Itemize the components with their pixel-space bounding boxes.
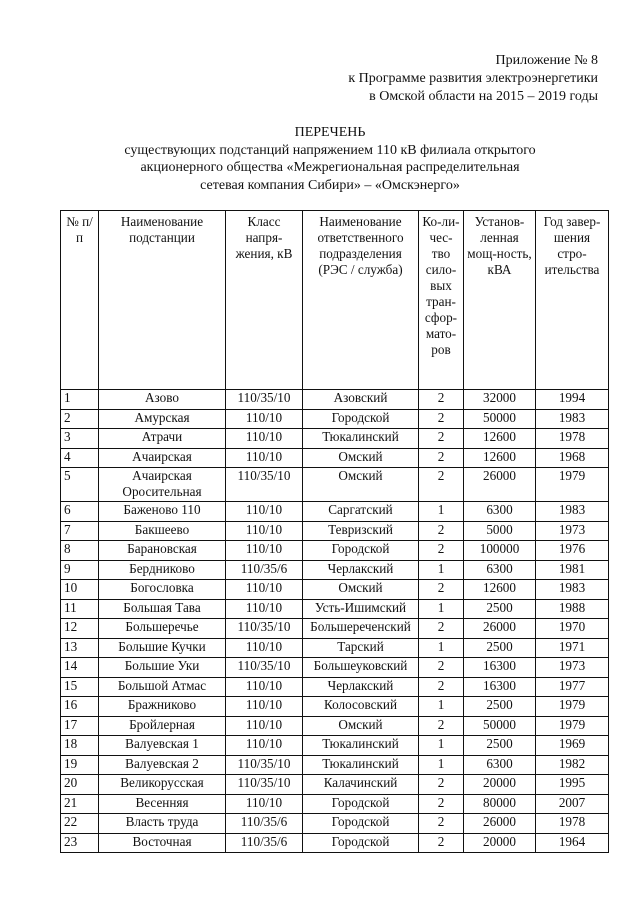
cell-substation-name: Восточная xyxy=(99,833,226,853)
cell-number: 8 xyxy=(61,541,99,561)
table-row xyxy=(61,697,609,717)
table-row xyxy=(61,390,609,410)
cell-responsible-unit: Городской xyxy=(303,794,419,814)
table-row xyxy=(61,638,609,658)
cell-completion-year: 1983 xyxy=(536,580,609,600)
cell-completion-year: 2007 xyxy=(536,794,609,814)
cell-substation-name: Большие Уки xyxy=(99,658,226,678)
cell-number: 21 xyxy=(61,794,99,814)
cell-voltage-class: 110/10 xyxy=(226,429,303,449)
cell-transformer-count: 2 xyxy=(419,794,464,814)
cell-installed-capacity: 80000 xyxy=(464,794,536,814)
table-row xyxy=(61,502,609,522)
cell-installed-capacity: 6300 xyxy=(464,502,536,522)
cell-transformer-count: 2 xyxy=(419,390,464,410)
table-row xyxy=(61,736,609,756)
cell-voltage-class: 110/10 xyxy=(226,638,303,658)
table-row xyxy=(61,755,609,775)
cell-completion-year: 1973 xyxy=(536,658,609,678)
cell-voltage-class: 110/10 xyxy=(226,677,303,697)
cell-installed-capacity: 16300 xyxy=(464,677,536,697)
cell-installed-capacity: 2500 xyxy=(464,638,536,658)
cell-installed-capacity: 26000 xyxy=(464,619,536,639)
appendix-line-3: в Омской области на 2015 – 2019 годы xyxy=(369,89,598,104)
cell-voltage-class: 110/10 xyxy=(226,599,303,619)
cell-voltage-class: 110/10 xyxy=(226,448,303,468)
cell-installed-capacity: 50000 xyxy=(464,716,536,736)
cell-substation-name: Валуевская 2 xyxy=(99,755,226,775)
cell-completion-year: 1968 xyxy=(536,448,609,468)
cell-transformer-count: 1 xyxy=(419,599,464,619)
cell-voltage-class: 110/35/6 xyxy=(226,833,303,853)
cell-substation-name: Валуевская 1 xyxy=(99,736,226,756)
cell-voltage-class: 110/10 xyxy=(226,409,303,429)
cell-installed-capacity: 26000 xyxy=(464,814,536,834)
table-row xyxy=(61,794,609,814)
cell-substation-name: Бердниково xyxy=(99,560,226,580)
header-number: № п/п xyxy=(61,211,99,390)
cell-responsible-unit: Омский xyxy=(303,716,419,736)
cell-transformer-count: 2 xyxy=(419,429,464,449)
cell-transformer-count: 2 xyxy=(419,814,464,834)
title-heading: ПЕРЕЧЕНЬ xyxy=(294,125,366,140)
cell-number: 15 xyxy=(61,677,99,697)
cell-voltage-class: 110/10 xyxy=(226,716,303,736)
cell-completion-year: 1969 xyxy=(536,736,609,756)
cell-transformer-count: 1 xyxy=(419,697,464,717)
cell-completion-year: 1988 xyxy=(536,599,609,619)
cell-voltage-class: 110/35/10 xyxy=(226,755,303,775)
cell-transformer-count: 2 xyxy=(419,521,464,541)
cell-installed-capacity: 20000 xyxy=(464,775,536,795)
header-transformer-count: Ко-ли-чес-тво сило-вых тран-сфор-мато-ров xyxy=(419,211,464,390)
cell-voltage-class: 110/35/10 xyxy=(226,619,303,639)
substations-table xyxy=(60,210,609,853)
cell-voltage-class: 110/35/10 xyxy=(226,658,303,678)
cell-number: 6 xyxy=(61,502,99,522)
cell-substation-name: Бражниково xyxy=(99,697,226,717)
cell-substation-name: Ачаирская xyxy=(99,448,226,468)
cell-completion-year: 1973 xyxy=(536,521,609,541)
table-row xyxy=(61,541,609,561)
cell-responsible-unit: Омский xyxy=(303,468,419,502)
cell-voltage-class: 110/10 xyxy=(226,541,303,561)
cell-installed-capacity: 2500 xyxy=(464,736,536,756)
cell-substation-name: Амурская xyxy=(99,409,226,429)
cell-voltage-class: 110/10 xyxy=(226,736,303,756)
table-row xyxy=(61,775,609,795)
cell-number: 10 xyxy=(61,580,99,600)
table-body xyxy=(61,390,609,853)
table-row xyxy=(61,468,609,502)
cell-transformer-count: 2 xyxy=(419,580,464,600)
cell-number: 7 xyxy=(61,521,99,541)
header-responsible-unit: Наименование ответственного подразделения (РЭС / служба) xyxy=(303,211,419,390)
cell-responsible-unit: Черлакский xyxy=(303,677,419,697)
cell-number: 11 xyxy=(61,599,99,619)
header-installed-capacity: Установ-ленная мощ-ность, кВА xyxy=(464,211,536,390)
cell-substation-name: Баженово 110 xyxy=(99,502,226,522)
cell-completion-year: 1983 xyxy=(536,409,609,429)
cell-transformer-count: 2 xyxy=(419,716,464,736)
table-header-row xyxy=(61,211,609,390)
table-row xyxy=(61,560,609,580)
cell-responsible-unit: Городской xyxy=(303,833,419,853)
cell-substation-name: Богословка xyxy=(99,580,226,600)
cell-installed-capacity: 26000 xyxy=(464,468,536,502)
cell-responsible-unit: Городской xyxy=(303,409,419,429)
cell-substation-name: Большеречье xyxy=(99,619,226,639)
cell-transformer-count: 1 xyxy=(419,638,464,658)
table-row xyxy=(61,448,609,468)
cell-number: 18 xyxy=(61,736,99,756)
cell-substation-name: Великорусская xyxy=(99,775,226,795)
cell-completion-year: 1964 xyxy=(536,833,609,853)
cell-number: 12 xyxy=(61,619,99,639)
cell-completion-year: 1970 xyxy=(536,619,609,639)
cell-substation-name: Большой Атмас xyxy=(99,677,226,697)
cell-transformer-count: 2 xyxy=(419,409,464,429)
cell-number: 14 xyxy=(61,658,99,678)
cell-transformer-count: 2 xyxy=(419,619,464,639)
cell-responsible-unit: Омский xyxy=(303,448,419,468)
table-row xyxy=(61,580,609,600)
cell-installed-capacity: 5000 xyxy=(464,521,536,541)
cell-completion-year: 1995 xyxy=(536,775,609,795)
cell-responsible-unit: Тюкалинский xyxy=(303,755,419,775)
cell-number: 22 xyxy=(61,814,99,834)
cell-responsible-unit: Тюкалинский xyxy=(303,736,419,756)
cell-responsible-unit: Калачинский xyxy=(303,775,419,795)
title-line-1: существующих подстанций напряжением 110 кВ филиала открытого xyxy=(124,142,536,158)
table-row xyxy=(61,429,609,449)
cell-responsible-unit: Тевризский xyxy=(303,521,419,541)
header-substation-name: Наименование подстанции xyxy=(99,211,226,390)
cell-installed-capacity: 6300 xyxy=(464,560,536,580)
cell-responsible-unit: Омский xyxy=(303,580,419,600)
title-line-2: акционерного общества «Межрегиональная распределительная xyxy=(140,160,520,175)
cell-number: 20 xyxy=(61,775,99,795)
cell-responsible-unit: Тарский xyxy=(303,638,419,658)
cell-completion-year: 1977 xyxy=(536,677,609,697)
appendix-line-1: Приложение № 8 xyxy=(495,53,598,68)
cell-voltage-class: 110/35/10 xyxy=(226,775,303,795)
document-title xyxy=(60,124,600,194)
cell-transformer-count: 2 xyxy=(419,541,464,561)
cell-completion-year: 1994 xyxy=(536,390,609,410)
header-voltage-class: Класс напря-жения, кВ xyxy=(226,211,303,390)
cell-completion-year: 1983 xyxy=(536,502,609,522)
cell-voltage-class: 110/10 xyxy=(226,521,303,541)
cell-voltage-class: 110/35/6 xyxy=(226,814,303,834)
cell-voltage-class: 110/10 xyxy=(226,794,303,814)
cell-substation-name: Барановская xyxy=(99,541,226,561)
table-row xyxy=(61,599,609,619)
cell-voltage-class: 110/10 xyxy=(226,580,303,600)
cell-number: 9 xyxy=(61,560,99,580)
cell-installed-capacity: 2500 xyxy=(464,697,536,717)
cell-responsible-unit: Черлакский xyxy=(303,560,419,580)
cell-number: 13 xyxy=(61,638,99,658)
cell-substation-name: Бакшеево xyxy=(99,521,226,541)
cell-number: 1 xyxy=(61,390,99,410)
cell-installed-capacity: 6300 xyxy=(464,755,536,775)
cell-completion-year: 1978 xyxy=(536,814,609,834)
cell-substation-name: Азово xyxy=(99,390,226,410)
cell-transformer-count: 2 xyxy=(419,833,464,853)
cell-transformer-count: 1 xyxy=(419,560,464,580)
cell-number: 4 xyxy=(61,448,99,468)
cell-installed-capacity: 32000 xyxy=(464,390,536,410)
cell-completion-year: 1979 xyxy=(536,697,609,717)
table-row xyxy=(61,521,609,541)
cell-substation-name: Ачаирская Оросительная xyxy=(99,468,226,502)
cell-responsible-unit: Тюкалинский xyxy=(303,429,419,449)
cell-responsible-unit: Саргатский xyxy=(303,502,419,522)
cell-voltage-class: 110/35/6 xyxy=(226,560,303,580)
cell-number: 3 xyxy=(61,429,99,449)
cell-substation-name: Атрачи xyxy=(99,429,226,449)
cell-voltage-class: 110/10 xyxy=(226,697,303,717)
cell-responsible-unit: Городской xyxy=(303,814,419,834)
cell-transformer-count: 2 xyxy=(419,468,464,502)
cell-completion-year: 1981 xyxy=(536,560,609,580)
cell-installed-capacity: 100000 xyxy=(464,541,536,561)
cell-responsible-unit: Городской xyxy=(303,541,419,561)
cell-number: 19 xyxy=(61,755,99,775)
table-row xyxy=(61,833,609,853)
cell-installed-capacity: 12600 xyxy=(464,580,536,600)
table-row xyxy=(61,677,609,697)
cell-installed-capacity: 20000 xyxy=(464,833,536,853)
table-row xyxy=(61,716,609,736)
header-completion-year: Год завер-шения стро-ительства xyxy=(536,211,609,390)
cell-transformer-count: 1 xyxy=(419,502,464,522)
cell-number: 16 xyxy=(61,697,99,717)
cell-number: 23 xyxy=(61,833,99,853)
cell-responsible-unit: Колосовский xyxy=(303,697,419,717)
cell-transformer-count: 2 xyxy=(419,448,464,468)
cell-transformer-count: 2 xyxy=(419,775,464,795)
cell-substation-name: Весенняя xyxy=(99,794,226,814)
cell-transformer-count: 2 xyxy=(419,677,464,697)
table-row xyxy=(61,658,609,678)
appendix-note xyxy=(298,52,598,106)
cell-voltage-class: 110/35/10 xyxy=(226,390,303,410)
cell-installed-capacity: 12600 xyxy=(464,448,536,468)
cell-transformer-count: 2 xyxy=(419,658,464,678)
cell-transformer-count: 1 xyxy=(419,755,464,775)
cell-substation-name: Большая Тава xyxy=(99,599,226,619)
table-row xyxy=(61,409,609,429)
title-line-3: сетевая компания Сибири» – «Омскэнерго» xyxy=(200,177,460,193)
cell-installed-capacity: 12600 xyxy=(464,429,536,449)
cell-voltage-class: 110/10 xyxy=(226,502,303,522)
cell-voltage-class: 110/35/10 xyxy=(226,468,303,502)
cell-number: 2 xyxy=(61,409,99,429)
cell-installed-capacity: 16300 xyxy=(464,658,536,678)
cell-number: 17 xyxy=(61,716,99,736)
cell-responsible-unit: Большеуковский xyxy=(303,658,419,678)
cell-responsible-unit: Азовский xyxy=(303,390,419,410)
cell-completion-year: 1976 xyxy=(536,541,609,561)
table-row xyxy=(61,619,609,639)
cell-completion-year: 1971 xyxy=(536,638,609,658)
cell-installed-capacity: 50000 xyxy=(464,409,536,429)
cell-responsible-unit: Усть-Ишимский xyxy=(303,599,419,619)
cell-completion-year: 1979 xyxy=(536,716,609,736)
cell-substation-name: Большие Кучки xyxy=(99,638,226,658)
table-row xyxy=(61,814,609,834)
cell-completion-year: 1982 xyxy=(536,755,609,775)
cell-substation-name: Власть труда xyxy=(99,814,226,834)
appendix-line-2: к Программе развития электроэнергетики xyxy=(348,71,598,86)
cell-transformer-count: 1 xyxy=(419,736,464,756)
cell-substation-name: Бройлерная xyxy=(99,716,226,736)
cell-completion-year: 1978 xyxy=(536,429,609,449)
cell-completion-year: 1979 xyxy=(536,468,609,502)
cell-installed-capacity: 2500 xyxy=(464,599,536,619)
cell-number: 5 xyxy=(61,468,99,502)
cell-responsible-unit: Большереченский xyxy=(303,619,419,639)
